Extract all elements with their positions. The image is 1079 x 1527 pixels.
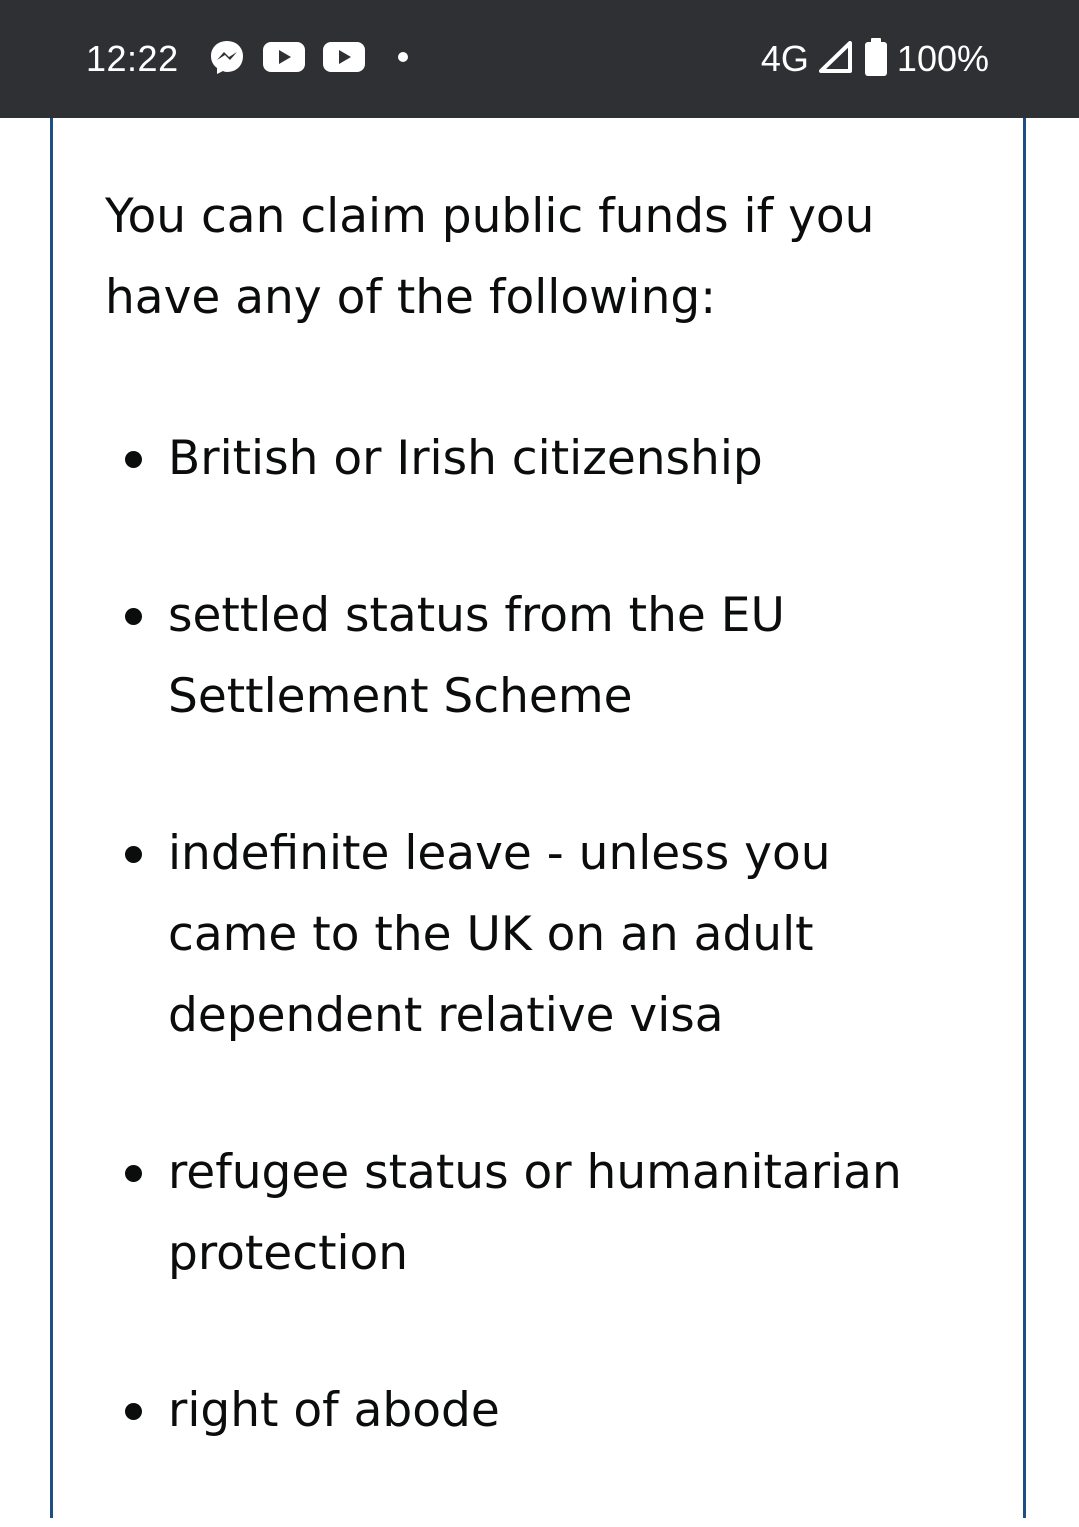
inset-text-box bbox=[50, 118, 1026, 1518]
list-item bbox=[105, 575, 965, 737]
list-item-text: British or Irish citizenship bbox=[168, 431, 763, 486]
list-item-text: refugee status or humanitarian protection bbox=[168, 1145, 902, 1281]
messenger-icon bbox=[209, 39, 245, 80]
battery-percentage: 100% bbox=[896, 38, 989, 79]
status-left bbox=[86, 0, 427, 118]
network-type: 4G bbox=[760, 38, 809, 79]
eligibility-list bbox=[105, 418, 965, 1527]
list-item-text: settled status from the EU Settlement Scheme bbox=[168, 588, 785, 724]
more-dot-icon bbox=[397, 50, 409, 68]
bullet-icon bbox=[125, 1165, 142, 1182]
signal-icon bbox=[819, 41, 853, 78]
list-item bbox=[105, 1370, 965, 1451]
status-right bbox=[761, 0, 989, 118]
list-item bbox=[105, 813, 965, 1056]
status-time: 12:22 bbox=[86, 38, 179, 79]
list-item-text: right of abode bbox=[168, 1383, 500, 1438]
battery-icon bbox=[865, 38, 887, 81]
list-item bbox=[105, 418, 965, 499]
bullet-icon bbox=[125, 1403, 142, 1420]
youtube-icon bbox=[323, 42, 365, 77]
bullet-icon bbox=[125, 846, 142, 863]
bullet-icon bbox=[125, 451, 142, 468]
list-item-text: indefinite leave - unless you came to the UK on an adult dependent relative visa bbox=[168, 826, 831, 1043]
status-bar bbox=[0, 0, 1079, 118]
list-item bbox=[105, 1132, 965, 1294]
bullet-icon bbox=[125, 608, 142, 625]
intro-text: You can claim public funds if you have any of the following: bbox=[105, 189, 875, 325]
youtube-icon bbox=[263, 42, 305, 77]
